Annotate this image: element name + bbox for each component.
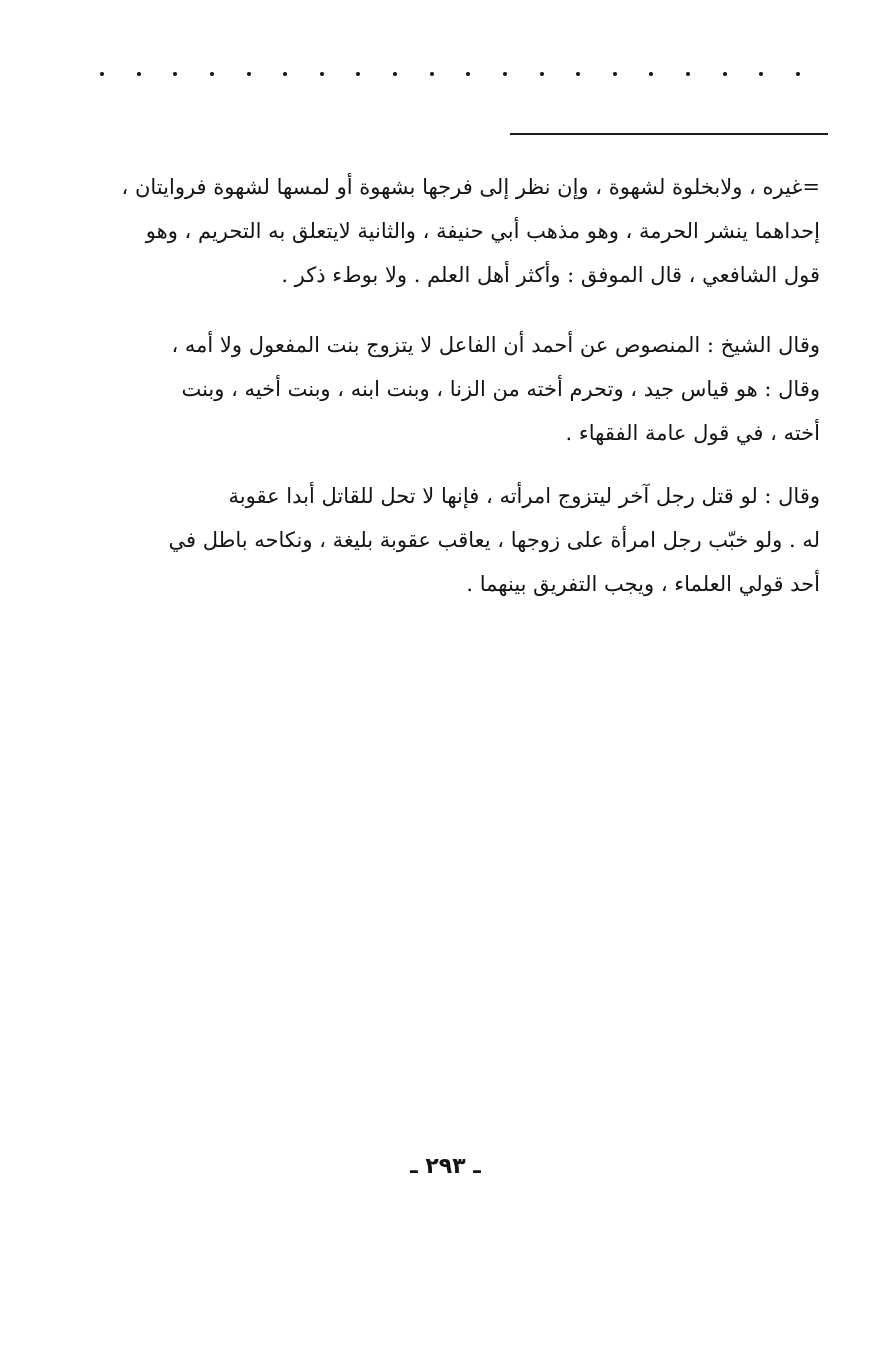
paragraph-line: قول الشافعي ، قال الموفق : وأكثر أهل العلم . ولا بوطء ذكر . [281,263,820,287]
header-dot [576,72,580,76]
header-dot [430,72,434,76]
paragraph-line: له . ولو خبّب رجل امرأة على زوجها ، يعاقب عقوبة بليغة ، ونكاحه باطل في [168,528,820,552]
header-dot [283,72,287,76]
header-dot [100,72,104,76]
header-dot [210,72,214,76]
paragraph-line: أخته ، في قول عامة الفقهاء . [565,421,820,445]
header-dot-row [100,64,800,84]
footnote-rule [510,133,828,135]
header-dot [796,72,800,76]
paragraph-line: =غيره ، ولابخلوة لشهوة ، وإن نظر إلى فرجها بشهوة أو لمسها لشهوة فروايتان ، [121,175,820,199]
paragraph-1 [98,165,820,297]
paragraph-line: إحداهما ينشر الحرمة ، وهو مذهب أبي حنيفة ، والثانية لايتعلق به التحريم ، وهو [145,219,820,243]
header-dot [356,72,360,76]
header-dot [173,72,177,76]
header-dot [686,72,690,76]
page-number: ـ ٢٩٣ ـ [410,1154,481,1179]
header-dot [649,72,653,76]
header-dot [759,72,763,76]
header-dot [247,72,251,76]
paragraph-2 [98,323,820,455]
header-dot [613,72,617,76]
header-dot [393,72,397,76]
paragraph-3 [98,474,820,606]
header-dot [540,72,544,76]
header-dot [137,72,141,76]
paragraph-line: وقال : هو قياس جيد ، وتحرم أخته من الزنا ، وبنت ابنه ، وبنت أخيه ، وبنت [181,377,820,401]
paragraph-line: وقال الشيخ : المنصوص عن أحمد أن الفاعل لا يتزوج بنت المفعول ولا أمه ، [171,333,820,357]
header-dot [320,72,324,76]
paragraph-line: أحد قولي العلماء ، ويجب التفريق بينهما . [466,572,820,596]
header-dot [503,72,507,76]
header-dot [723,72,727,76]
paragraph-line: وقال : لو قتل رجل آخر ليتزوج امرأته ، فإنها لا تحل للقاتل أبدا عقوبة [228,484,820,508]
header-dot [466,72,470,76]
